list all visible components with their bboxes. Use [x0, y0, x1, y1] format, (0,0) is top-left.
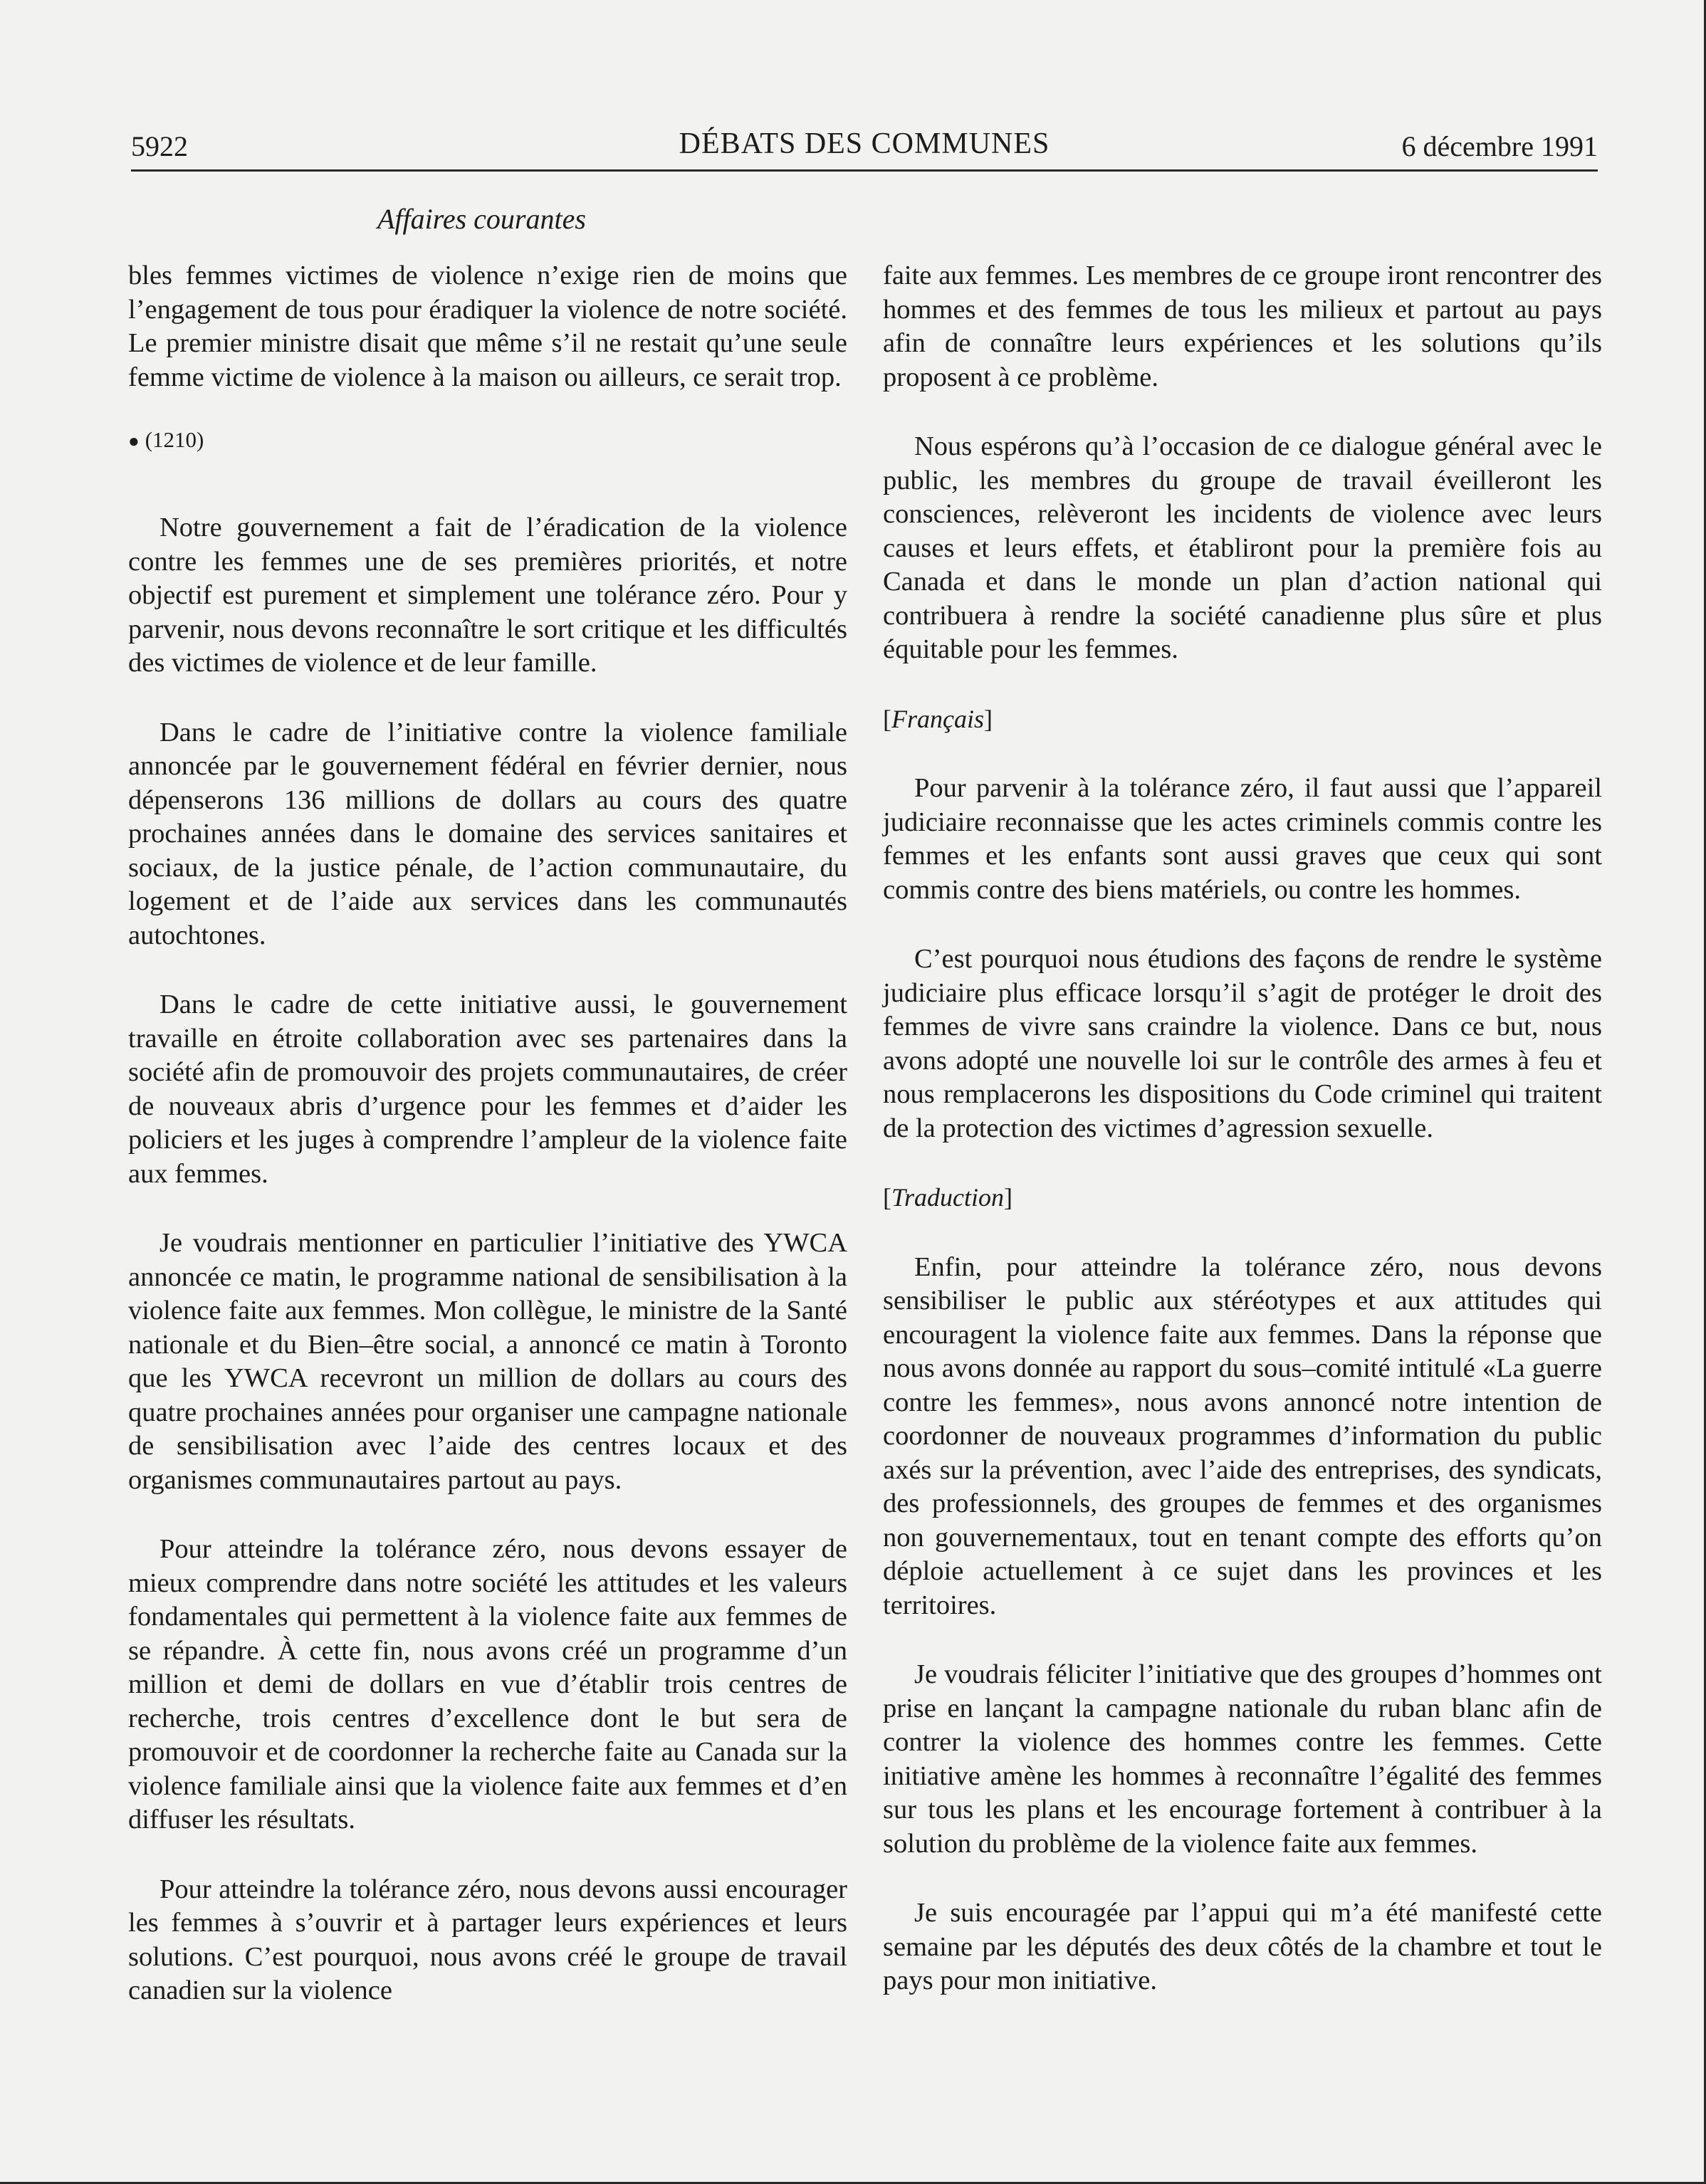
left-paragraph-4: Dans le cadre de cette initiative aussi, le gouvernement travaille en étroite collaboration avec ses partenaires dans la société afin de promouvoir des projets communautaires, de créer de nouveaux abris d’urgence pour les femmes et d’aider les policiers et les juges à comprendre l’ampleur de la violence faite aux femmes.: [128, 989, 847, 1189]
right-paragraph-6: Je voudrais féliciter l’initiative que des groupes d’hommes ont prise en lançant la campagne nationale du ruban blanc afin de contrer la violence des hommes contre les femmes. Cette initiative amène les hommes à reconnaître l’égalité des femmes sur tous les plans et les encourage fortement à contribuer à la solution du problème de la violence faite aux femmes.: [883, 1659, 1602, 1859]
right-paragraph-1: faite aux femmes. Les membres de ce groupe iront rencontrer des hommes et des femmes de tous les milieux et partout au pays afin de connaître leurs expériences et les solutions qu’ils proposent à ce problème.: [883, 261, 1602, 392]
section-heading: Affaires courantes: [377, 203, 586, 235]
left-paragraph-6: Pour atteindre la tolérance zéro, nous devons essayer de mieux comprendre dans notre société les attitudes et les valeurs fondamentales qui permettent à la violence faite aux femmes de se répandre. À cette fin, nous avons créé un programme d’un million et demi de dollars en vue d’établir trois centres de recherche, trois centres d’excellence dont le but sera de promouvoir et de coordonner la recherche faite au Canada sur la violence familiale ainsi que la violence faite aux femmes et d’en diffuser les résultats.: [128, 1534, 847, 1834]
language-tag-francais: [883, 703, 1602, 737]
time-marker-label: (1210): [145, 427, 204, 452]
bullet-icon: ●: [128, 431, 140, 451]
journal-title: DÉBATS DES COMMUNES: [679, 127, 1050, 160]
left-column: [128, 259, 847, 2044]
right-paragraph-3: Pour parvenir à la tolérance zéro, il faut aussi que l’appareil judiciaire reconnaisse que les actes criminels commis contre les femmes et les enfants sont aussi graves que ceux qui sont commis contre des biens matériels, ou contre les hommes.: [883, 773, 1602, 905]
bracket-open: [: [883, 1183, 891, 1212]
page-header: [131, 127, 1598, 172]
language-tag-traduction: [883, 1181, 1602, 1215]
bracket-open: [: [883, 704, 891, 733]
right-paragraph-5: Enfin, pour atteindre la tolérance zéro, nous devons sensibiliser le public aux stéréotypes et aux attitudes qui encouragent la violence faite aux femmes. Dans la réponse que nous avons donnée au rapport du sous–comité intitulé «La guerre contre les femmes», nous avons annoncé notre intention de coordonner de nouveaux programmes d’information du public axés sur la prévention, avec l’aide des entreprises, des syndicats, des professionnels, des groupes de femmes et des organismes non gouvernementaux, tout en tenant compte des efforts qu’on déploie actuellement à ce sujet dans les provinces et les territoires.: [883, 1251, 1602, 1620]
issue-date: 6 décembre 1991: [1401, 130, 1598, 162]
language-tag-label: Français: [891, 704, 984, 733]
right-paragraph-4: C’est pourquoi nous étudions des façons de rendre le système judiciaire plus efficace lorsqu’il s’agit de protéger le droit des femmes de vivre sans craindre la violence. Dans ce but, nous avons adopté une nouvelle loi sur le contrôle des armes à feu et nous remplacerons les dispositions du Code criminel qui traitent de la protection des victimes d’agression sexuelle.: [883, 944, 1602, 1143]
bracket-close: ]: [984, 704, 993, 733]
time-marker: [128, 426, 847, 456]
right-paragraph-7: Je suis encouragée par l’appui qui m’a été manifesté cette semaine par les députés des deux côtés de la chambre et tout le pays pour mon initiative.: [883, 1898, 1602, 1995]
page-number: 5922: [131, 130, 188, 162]
bracket-close: ]: [1004, 1183, 1013, 1212]
right-paragraph-2: Nous espérons qu’à l’occasion de ce dialogue général avec le public, les membres du groupe de travail éveilleront les consciences, relèveront les incidents de violence avec leurs causes et leurs effets, et établiront pour la première fois au Canada et dans le monde un plan d’action national qui contribuera à rendre la société canadienne plus sûre et plus équitable pour les femmes.: [883, 431, 1602, 664]
right-column: [883, 259, 1602, 2034]
left-paragraph-3: Dans le cadre de l’initiative contre la violence familiale annoncée par le gouvernement fédéral en février dernier, nous dépenserons 136 millions de dollars au cours des quatre prochaines années dans le domaine des services sanitaires et sociaux, de la justice pénale, de l’action communautaire, du logement et de l’aide aux services dans les communautés autochtones.: [128, 717, 847, 950]
left-paragraph-5: Je voudrais mentionner en particulier l’initiative des YWCA annoncée ce matin, le programme national de sensibilisation à la violence faite aux femmes. Mon collègue, le ministre de la Santé nationale et du Bien–être social, a annoncé ce matin à Toronto que les YWCA recevront un million de dollars au cours des quatre prochaines années pour organiser une campagne nationale de sensibilisation avec l’aide des centres locaux et des organismes communautaires partout au pays.: [128, 1228, 847, 1495]
language-tag-label: Traduction: [891, 1183, 1005, 1212]
left-paragraph-7: Pour atteindre la tolérance zéro, nous devons aussi encourager les femmes à s’ouvrir et à partager leurs expériences et leurs solutions. C’est pourquoi, nous avons créé le groupe de travail canadien sur la violence: [128, 1874, 847, 2005]
left-paragraph-1: bles femmes victimes de violence n’exige rien de moins que l’engagement de tous pour éradiquer la violence de notre société. Le premier ministre disait que même s’il ne restait qu’une seule femme victime de violence à la maison ou ailleurs, ce serait trop.: [128, 261, 847, 392]
left-paragraph-2: Notre gouvernement a fait de l’éradication de la violence contre les femmes une de ses premières priorités, et notre objectif est purement et simplement une tolérance zéro. Pour y parvenir, nous devons reconnaître le sort critique et les difficultés des victimes de violence et de leur famille.: [128, 513, 847, 678]
